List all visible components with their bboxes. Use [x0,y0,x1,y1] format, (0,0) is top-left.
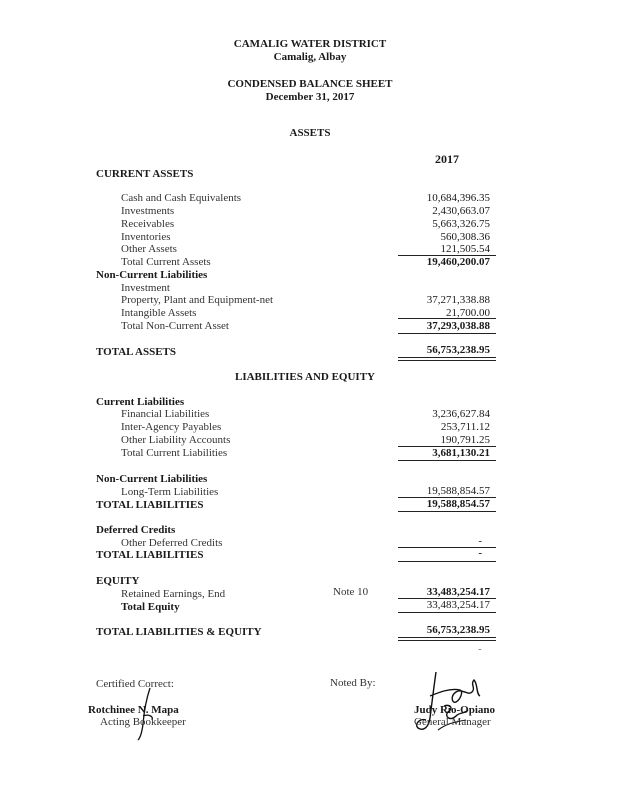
line-item-value: 3,236,627.84 [432,408,490,420]
liabilities-equity-title: LIABILITIES AND EQUITY [235,371,375,383]
total-liabilities-equity-label: TOTAL LIABILITIES & EQUITY [96,626,262,638]
line-item-label: Investments [121,205,175,217]
subtotal-underline [398,511,496,512]
line-item-value: 10,684,396.35 [426,192,490,204]
line-item-value: 2,430,663.07 [432,205,490,217]
line-item-label: Receivables [121,218,175,230]
total-equity-value: 33,483,254.17 [426,599,490,611]
line-item-label: Property, Plant and Equipment-net [121,294,274,306]
org-name: CAMALIG WATER DISTRICT [233,38,387,50]
line-item-value: 253,711.12 [440,421,490,433]
equity-heading: EQUITY [96,575,140,587]
noted-title: General Manager [414,716,491,728]
non-current-liabilities-heading: Non-Current Liabilities [96,473,208,485]
subtotal-label: Total Current Liabilities [121,447,228,459]
note-reference: Note 10 [333,586,369,598]
line-item-value: 190,791.25 [440,434,490,446]
line-item-label: Long-Term Liabilities [121,486,219,498]
line-item-label: Other Assets [121,243,177,255]
line-item-label: Financial Liabilities [121,408,210,420]
line-item-value: - [478,535,482,547]
total-liabilities-label: TOTAL LIABILITIES [96,499,204,511]
subtotal-underline [398,333,496,334]
subtotal-label: Total Current Assets [121,256,211,268]
total-double-rule [398,637,496,641]
manager-signature [410,666,500,740]
current-liabilities-heading: Current Liabilities [96,396,185,408]
total-assets-label: TOTAL ASSETS [96,346,177,358]
line-item-label: Investment [121,282,170,294]
total-liabilities-value: 19,588,854.57 [426,498,490,510]
subtotal-label: Total Non-Current Asset [121,320,229,332]
line-item-label: Inter-Agency Payables [121,421,222,433]
org-location: Camalig, Albay [273,51,347,63]
total-deferred-label: TOTAL LIABILITIES [96,549,204,561]
line-item-label: Other Liability Accounts [121,434,231,446]
total-deferred-value: - [478,547,482,559]
non-current-assets-heading: Non-Current Liabilities [96,269,208,281]
line-item-value: 121,505.54 [440,243,490,255]
assets-title: ASSETS [289,127,331,139]
line-item-value: 5,663,326.75 [432,218,490,230]
year-label: 2017 [435,152,459,166]
total-equity-label: Total Equity [121,601,180,613]
line-item-label: Cash and Cash Equivalents [121,192,242,204]
certified-label: Certified Correct: [96,678,174,690]
subtotal-underline [398,612,496,613]
total-liabilities-equity-value: 56,753,238.95 [426,624,490,636]
subtotal-underline [398,561,496,562]
total-double-rule [398,357,496,361]
subtotal-rule [398,318,496,319]
noted-label: Noted By: [330,677,376,689]
subtotal-value: 19,460,200.07 [426,256,490,268]
line-item-value: 19,588,854.57 [426,485,490,497]
noted-name: Judy Rio-Opiano [414,704,495,716]
statement-title: CONDENSED BALANCE SHEET [227,78,393,90]
trailing-dash: - [478,643,482,655]
line-item-label: Intangible Assets [121,307,197,319]
line-item-label: Other Deferred Credits [121,537,223,549]
subtotal-value: 37,293,038.88 [426,320,490,332]
total-assets-value: 56,753,238.95 [426,344,490,356]
subtotal-underline [398,460,496,461]
certified-name: Rotchinee N. Mapa [88,704,179,716]
line-item-value: 33,483,254.17 [426,586,490,598]
line-item-value: 37,271,338.88 [426,294,490,306]
line-item-label: Retained Earnings, End [121,588,226,600]
statement-date: December 31, 2017 [265,91,355,103]
certified-title: Acting Bookkeeper [100,716,186,728]
current-assets-heading: CURRENT ASSETS [96,168,194,180]
line-item-value: 560,308.36 [440,231,490,243]
deferred-credits-heading: Deferred Credits [96,524,176,536]
line-item-value: 21,700.00 [446,307,490,319]
line-item-label: Inventories [121,231,171,243]
subtotal-value: 3,681,130.21 [432,447,490,459]
